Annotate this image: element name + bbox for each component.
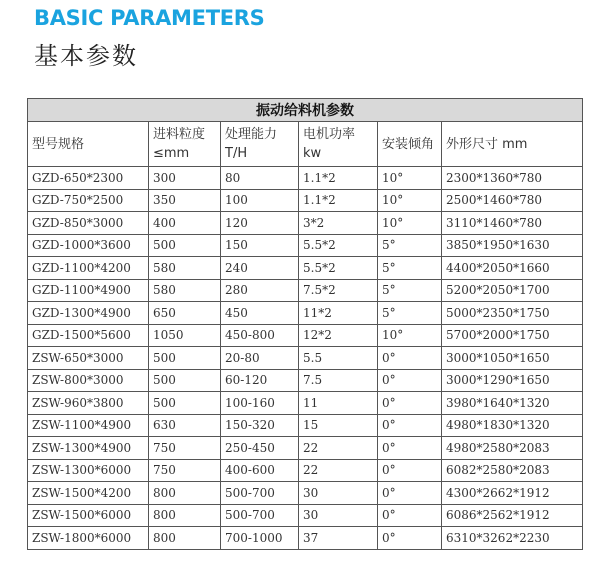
cell-model: ZSW-650*3000	[28, 347, 149, 370]
cell-dimensions: 2500*1460*780	[442, 189, 583, 212]
column-header-motor-power: 电机功率 kw	[299, 122, 378, 167]
cell-install-angle: 0°	[378, 482, 442, 505]
cell-model: GZD-1100*4200	[28, 257, 149, 280]
cell-motor-power: 5.5	[299, 347, 378, 370]
table-row	[28, 324, 583, 347]
cell-motor-power: 22	[299, 437, 378, 460]
cell-install-angle: 5°	[378, 302, 442, 325]
table-row	[28, 167, 583, 190]
cell-feed-size: 800	[149, 482, 221, 505]
cell-feed-size: 400	[149, 212, 221, 235]
cell-dimensions: 4300*2662*1912	[442, 482, 583, 505]
cell-model: GZD-750*2500	[28, 189, 149, 212]
cell-dimensions: 6310*3262*2230	[442, 527, 583, 550]
cell-model: ZSW-1500*4200	[28, 482, 149, 505]
cell-motor-power: 1.1*2	[299, 189, 378, 212]
cell-install-angle: 10°	[378, 212, 442, 235]
cell-install-angle: 0°	[378, 437, 442, 460]
cell-feed-size: 800	[149, 527, 221, 550]
cell-feed-size: 350	[149, 189, 221, 212]
cell-feed-size: 500	[149, 369, 221, 392]
cell-install-angle: 0°	[378, 459, 442, 482]
cell-model: ZSW-1800*6000	[28, 527, 149, 550]
cell-feed-size: 800	[149, 504, 221, 527]
cell-dimensions: 3000*1290*1650	[442, 369, 583, 392]
cell-motor-power: 7.5*2	[299, 279, 378, 302]
cell-dimensions: 3850*1950*1630	[442, 234, 583, 257]
cell-install-angle: 5°	[378, 234, 442, 257]
cell-install-angle: 10°	[378, 167, 442, 190]
table-row	[28, 392, 583, 415]
cell-model: GZD-1000*3600	[28, 234, 149, 257]
cell-dimensions: 5200*2050*1700	[442, 279, 583, 302]
table-row	[28, 212, 583, 235]
cell-dimensions: 5000*2350*1750	[442, 302, 583, 325]
cell-capacity: 150	[221, 234, 299, 257]
cell-dimensions: 4980*1830*1320	[442, 414, 583, 437]
cell-install-angle: 5°	[378, 257, 442, 280]
table-row	[28, 279, 583, 302]
cell-model: ZSW-1300*6000	[28, 459, 149, 482]
cell-model: ZSW-1300*4900	[28, 437, 149, 460]
cell-capacity: 250-450	[221, 437, 299, 460]
cell-capacity: 700-1000	[221, 527, 299, 550]
cell-feed-size: 500	[149, 347, 221, 370]
column-header-feed-size: 进料粒度 ≤mm	[149, 122, 221, 167]
table-header-row	[28, 122, 583, 167]
table-body	[28, 167, 583, 550]
cell-capacity: 80	[221, 167, 299, 190]
cell-install-angle: 10°	[378, 324, 442, 347]
cell-capacity: 240	[221, 257, 299, 280]
table-row	[28, 482, 583, 505]
heading-english: BASIC PARAMETERS	[34, 6, 265, 30]
cell-capacity: 60-120	[221, 369, 299, 392]
cell-feed-size: 580	[149, 279, 221, 302]
cell-capacity: 280	[221, 279, 299, 302]
cell-install-angle: 0°	[378, 527, 442, 550]
table-row	[28, 347, 583, 370]
cell-capacity: 500-700	[221, 504, 299, 527]
table-row	[28, 189, 583, 212]
cell-feed-size: 1050	[149, 324, 221, 347]
cell-install-angle: 0°	[378, 392, 442, 415]
column-header-model: 型号规格	[28, 122, 149, 167]
cell-install-angle: 5°	[378, 279, 442, 302]
cell-feed-size: 750	[149, 437, 221, 460]
cell-model: GZD-650*2300	[28, 167, 149, 190]
cell-motor-power: 30	[299, 482, 378, 505]
cell-dimensions: 4980*2580*2083	[442, 437, 583, 460]
cell-motor-power: 15	[299, 414, 378, 437]
parameters-table-container	[27, 98, 582, 550]
cell-motor-power: 1.1*2	[299, 167, 378, 190]
cell-feed-size: 300	[149, 167, 221, 190]
cell-model: GZD-1300*4900	[28, 302, 149, 325]
cell-motor-power: 5.5*2	[299, 257, 378, 280]
cell-motor-power: 5.5*2	[299, 234, 378, 257]
cell-dimensions: 3000*1050*1650	[442, 347, 583, 370]
heading-chinese: 基本参数	[34, 42, 138, 70]
cell-model: GZD-1500*5600	[28, 324, 149, 347]
cell-motor-power: 37	[299, 527, 378, 550]
cell-dimensions: 6082*2580*2083	[442, 459, 583, 482]
cell-capacity: 450-800	[221, 324, 299, 347]
cell-model: ZSW-1100*4900	[28, 414, 149, 437]
table-title: 振动给料机参数	[28, 99, 583, 122]
cell-model: GZD-1100*4900	[28, 279, 149, 302]
cell-capacity: 500-700	[221, 482, 299, 505]
cell-dimensions: 4400*2050*1660	[442, 257, 583, 280]
table-row	[28, 369, 583, 392]
cell-install-angle: 0°	[378, 347, 442, 370]
cell-dimensions: 3110*1460*780	[442, 212, 583, 235]
cell-dimensions: 2300*1360*780	[442, 167, 583, 190]
table-row	[28, 257, 583, 280]
cell-motor-power: 11	[299, 392, 378, 415]
cell-install-angle: 0°	[378, 369, 442, 392]
cell-capacity: 400-600	[221, 459, 299, 482]
cell-install-angle: 0°	[378, 414, 442, 437]
cell-motor-power: 3*2	[299, 212, 378, 235]
table-row	[28, 437, 583, 460]
table-row	[28, 459, 583, 482]
cell-dimensions: 3980*1640*1320	[442, 392, 583, 415]
cell-motor-power: 30	[299, 504, 378, 527]
cell-feed-size: 750	[149, 459, 221, 482]
column-header-capacity: 处理能力 T/H	[221, 122, 299, 167]
cell-feed-size: 630	[149, 414, 221, 437]
cell-model: ZSW-800*3000	[28, 369, 149, 392]
cell-capacity: 100	[221, 189, 299, 212]
cell-capacity: 450	[221, 302, 299, 325]
cell-feed-size: 500	[149, 234, 221, 257]
cell-capacity: 20-80	[221, 347, 299, 370]
cell-capacity: 150-320	[221, 414, 299, 437]
table-row	[28, 527, 583, 550]
column-header-dimensions: 外形尺寸 mm	[442, 122, 583, 167]
cell-capacity: 100-160	[221, 392, 299, 415]
table-row	[28, 234, 583, 257]
cell-model: ZSW-1500*6000	[28, 504, 149, 527]
cell-dimensions: 6086*2562*1912	[442, 504, 583, 527]
cell-feed-size: 500	[149, 392, 221, 415]
cell-model: ZSW-960*3800	[28, 392, 149, 415]
table-title-row	[28, 99, 583, 122]
cell-capacity: 120	[221, 212, 299, 235]
cell-install-angle: 10°	[378, 189, 442, 212]
table-row	[28, 414, 583, 437]
cell-motor-power: 12*2	[299, 324, 378, 347]
table-row	[28, 504, 583, 527]
cell-motor-power: 11*2	[299, 302, 378, 325]
cell-model: GZD-850*3000	[28, 212, 149, 235]
cell-dimensions: 5700*2000*1750	[442, 324, 583, 347]
parameters-table	[27, 98, 583, 550]
cell-feed-size: 580	[149, 257, 221, 280]
column-header-install-angle: 安装倾角	[378, 122, 442, 167]
cell-install-angle: 0°	[378, 504, 442, 527]
cell-feed-size: 650	[149, 302, 221, 325]
table-row	[28, 302, 583, 325]
cell-motor-power: 22	[299, 459, 378, 482]
cell-motor-power: 7.5	[299, 369, 378, 392]
